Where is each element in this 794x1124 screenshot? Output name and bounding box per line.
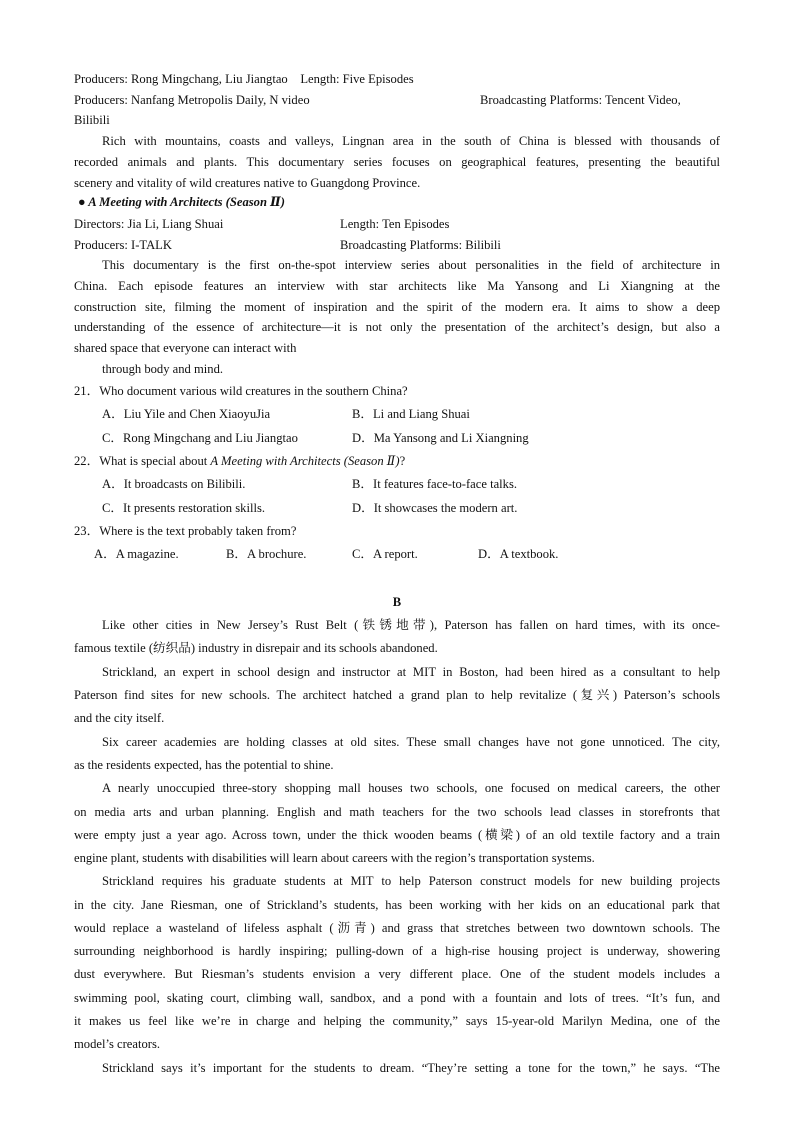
documentary-title: ● A Meeting with Architects (Season Ⅱ) <box>78 195 285 209</box>
desc1-line-3: scenery and vitality of wild creatures native to Guangdong Province. <box>74 176 421 190</box>
b-line-11: engine plant, students with disabilities will learn about careers with the region’s transportation systems. <box>74 851 595 865</box>
b-line-14: would replace a wasteland of lifeless asphalt (沥青) and grass that stretches between two downtown schools. The <box>74 921 720 935</box>
q22-stem-pre: 22．What is special about <box>74 454 211 468</box>
b-line-16: dust everywhere. But Riesman’s students envision a very different place. One of the student models includes a <box>74 967 720 981</box>
section-b-heading: B <box>392 595 402 609</box>
platforms-line: Broadcasting Platforms: Tencent Video, <box>480 93 681 107</box>
b-line-20: Strickland says it’s important for the students to dream. “They’re setting a tone for the town,” he says. “The <box>102 1061 720 1075</box>
directors-line: Directors: Jia Li, Liang Shuai <box>74 217 224 231</box>
desc1-line-1: Rich with mountains, coasts and valleys, Lingnan area in the south of China is blessed with thousands of <box>102 134 720 148</box>
desc2-line-1: This documentary is the first on-the-spot interview series about personalities in the field of architecture in <box>102 258 720 272</box>
b-line-8: A nearly unoccupied three-story shopping mall houses two schools, one focused on medical careers, the other <box>102 781 720 795</box>
desc2-line-2: China. Each episode features an interview with star architects like Ma Yansong and Li Xiangning at the <box>74 279 720 293</box>
length-text: Length: Five Episodes <box>300 72 414 86</box>
b-line-7: as the residents expected, has the potential to shine. <box>74 758 334 772</box>
q21-option-d[interactable]: D．Ma Yansong and Li Xiangning <box>352 431 529 445</box>
b-line-6: Six career academies are holding classes at old sites. These small changes have not gone unnoticed. The city, <box>102 735 720 749</box>
desc2-line-6: through body and mind. <box>102 362 224 376</box>
platforms-continuation: Bilibili <box>74 113 110 127</box>
b-line-18: it makes us feel like we’re in charge and helping the community,” says 15-year-old Marilyn Medina, one of the <box>74 1014 720 1028</box>
desc2-line-4: understanding of the essence of architecture—it is not only the presentation of the architect’s design, but also a <box>74 320 720 334</box>
producers-italk-line: Producers: I-TALK <box>74 238 172 252</box>
q23-option-c[interactable]: C．A report. <box>352 547 418 561</box>
b-line-17: swimming pool, skating court, climbing wall, sandbox, and a pond with a fountain and lots of trees. “It’s fun, and <box>74 991 720 1005</box>
question-22-stem <box>74 453 405 469</box>
q22-stem-post: ? <box>399 454 406 468</box>
length-line: Length: Ten Episodes <box>340 217 450 231</box>
platforms-bilibili-line: Broadcasting Platforms: Bilibili <box>340 238 501 252</box>
desc2-line-3: construction site, filming the moment of inspiration and the spirit of the modern era. It aims to show a deep <box>74 300 720 314</box>
q22-option-a[interactable]: A．It broadcasts on Bilibili. <box>102 477 246 491</box>
question-21-stem: 21．Who document various wild creatures in the southern China? <box>74 384 408 398</box>
b-line-9: on media arts and urban planning. English and math teachers for the two schools lead classes in storefronts that <box>74 805 720 819</box>
q22-option-c[interactable]: C．It presents restoration skills. <box>102 501 265 515</box>
q21-option-b[interactable]: B．Li and Liang Shuai <box>352 407 470 421</box>
q21-option-a[interactable]: A．Liu Yile and Chen XiaoyuJia <box>102 407 271 421</box>
q23-option-a[interactable]: A．A magazine. <box>94 547 179 561</box>
q23-option-b[interactable]: B．A brochure. <box>226 547 307 561</box>
desc2-line-5: shared space that everyone can interact with <box>74 341 297 355</box>
b-line-3: Strickland, an expert in school design and instructor at MIT in Boston, had been hired as a consultant to help <box>102 665 720 679</box>
producers-line-2: Producers: Nanfang Metropolis Daily, N video <box>74 93 310 107</box>
b-line-15: surrounding neighborhood is hardly inspiring; pulling-down of a high-rise housing project is underway, showering <box>74 944 720 958</box>
b-line-5: and the city itself. <box>74 711 165 725</box>
q22-option-b[interactable]: B．It features face-to-face talks. <box>352 477 518 491</box>
b-line-13: in the city. Jane Riesman, one of Strickland’s students, has been working with her kids on an educational park that <box>74 898 720 912</box>
question-23-stem: 23．Where is the text probably taken from? <box>74 524 297 538</box>
q23-option-d[interactable]: D．A textbook. <box>478 547 559 561</box>
q21-option-c[interactable]: C．Rong Mingchang and Liu Jiangtao <box>102 431 298 445</box>
producers-text: Producers: Rong Mingchang, Liu Jiangtao <box>74 72 288 86</box>
q22-option-d[interactable]: D．It showcases the modern art. <box>352 501 518 515</box>
b-line-19: model’s creators. <box>74 1037 161 1051</box>
q22-stem-title: A Meeting with Architects (Season Ⅱ) <box>210 454 400 468</box>
producers-line-1 <box>74 71 414 87</box>
desc1-line-2: recorded animals and plants. This documentary series focuses on geographical features, presenting the beautiful <box>74 155 720 169</box>
b-line-2: famous textile (纺织品) industry in disrepair and its schools abandoned. <box>74 641 438 655</box>
b-line-4: Paterson find sites for new schools. The architect hatched a grand plan to help revitalize (复兴) Paterson’s schools <box>74 688 720 702</box>
b-line-10: were empty just a year ago. Across town, under the thick wooden beams (横梁) of an old textile factory and a train <box>74 828 720 842</box>
b-line-1: Like other cities in New Jersey’s Rust Belt (铁锈地带), Paterson has fallen on hard times, with its once- <box>102 618 720 632</box>
b-line-12: Strickland requires his graduate students at MIT to help Paterson construct models for new building projects <box>102 874 720 888</box>
